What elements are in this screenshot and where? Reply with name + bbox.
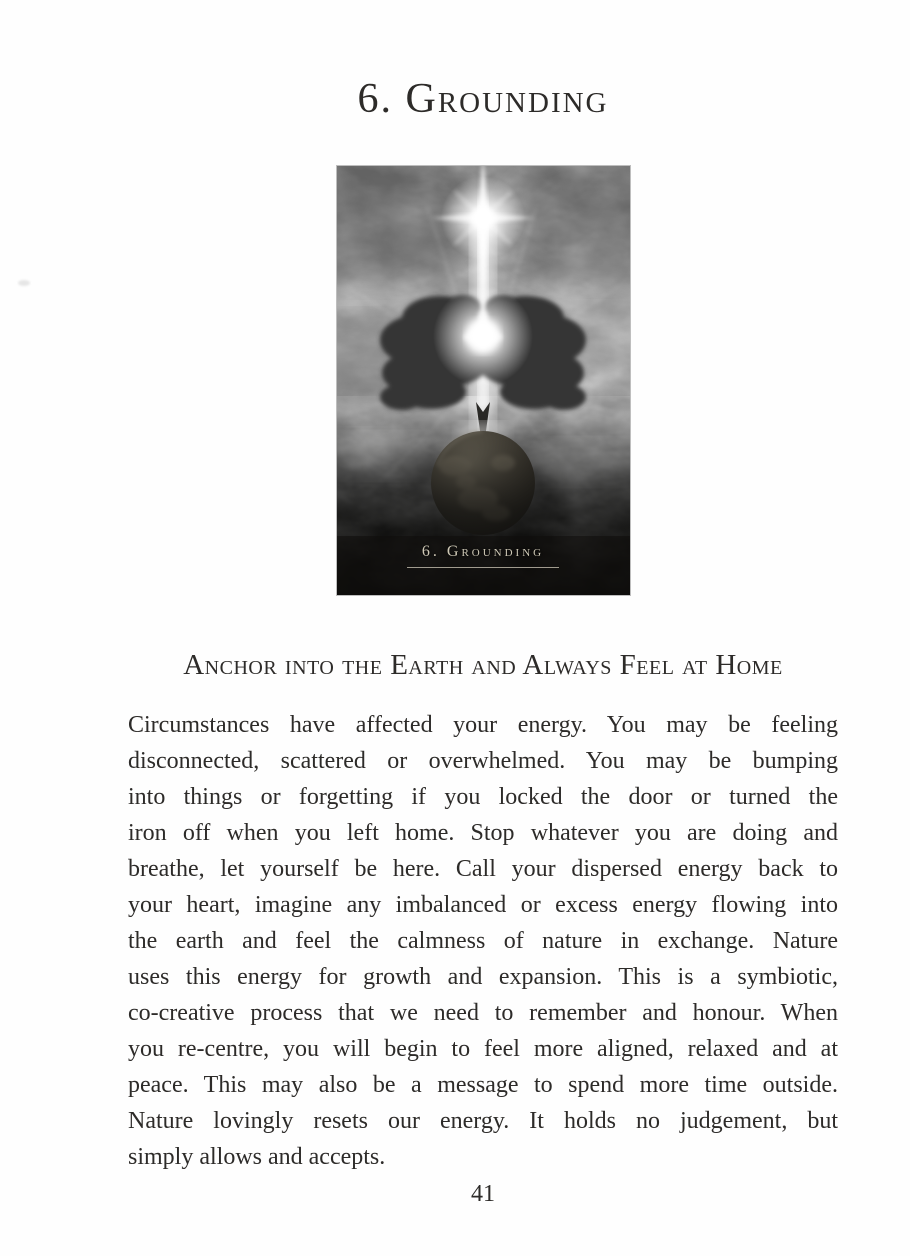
body-text-line: Nature lovingly resets our energy. It holds no judgement, but bbox=[128, 1108, 838, 1134]
body-text-line: you re-centre, you will begin to feel more aligned, relaxed and at bbox=[128, 1036, 838, 1062]
section-subtitle: Anchor into the Earth and Always Feel at Home bbox=[183, 649, 783, 681]
body-text-line: your heart, imagine any imbalanced or excess energy flowing into bbox=[128, 892, 838, 918]
body-text-line: breathe, let yourself be here. Call your dispersed energy back to bbox=[128, 856, 838, 882]
body-text-line: disconnected, scattered or overwhelmed. You may be bumping bbox=[128, 748, 838, 774]
card-caption-block bbox=[337, 544, 630, 568]
card-caption-text: 6. Grounding bbox=[421, 543, 545, 560]
body-text-line: into things or forgetting if you locked the door or turned the bbox=[128, 784, 838, 810]
book-page bbox=[128, 78, 838, 1209]
body-text-line: co-creative process that we need to remember and honour. When bbox=[128, 1000, 838, 1026]
scan-smudge-artifact bbox=[18, 280, 30, 286]
body-text-line: Circumstances have affected your energy. You may be feeling bbox=[128, 712, 838, 738]
card-caption-underline bbox=[407, 567, 559, 568]
body-text-line: iron off when you left home. Stop whatever you are doing and bbox=[128, 820, 838, 846]
chapter-title: 6. Grounding bbox=[357, 76, 609, 122]
body-text-line: uses this energy for growth and expansion. This is a symbiotic, bbox=[128, 964, 838, 990]
page-number: 41 bbox=[471, 1181, 495, 1207]
oracle-card-image bbox=[337, 166, 630, 595]
body-text-line: peace. This may also be a message to spend more time outside. bbox=[128, 1072, 838, 1098]
card-illustration bbox=[337, 166, 630, 595]
body-paragraph bbox=[128, 707, 838, 1175]
body-text-line: simply allows and accepts. bbox=[128, 1144, 386, 1170]
body-text-line: the earth and feel the calmness of nature in exchange. Nature bbox=[128, 928, 838, 954]
